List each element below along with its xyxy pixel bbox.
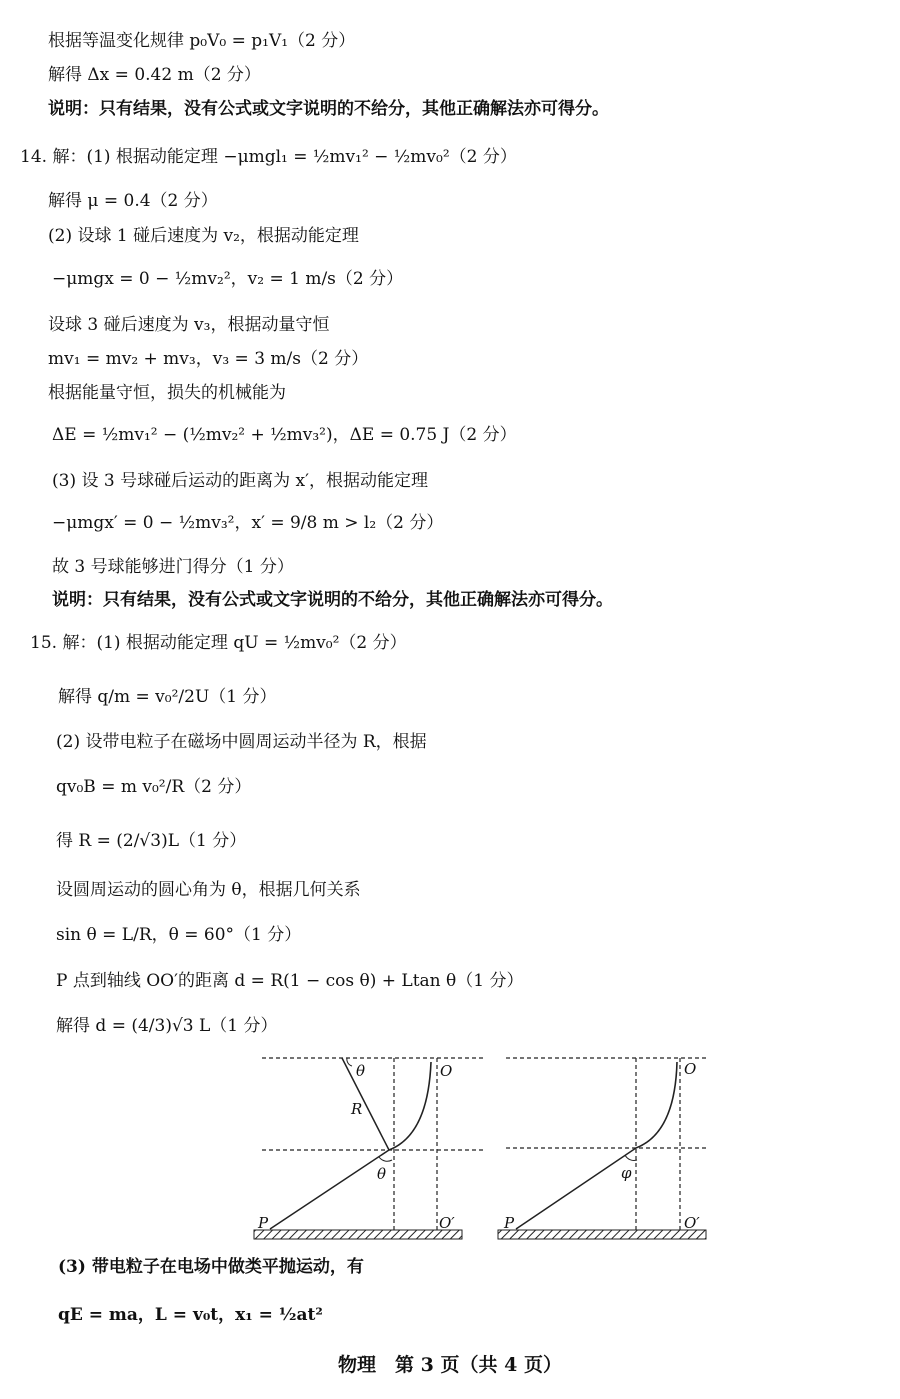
label-o-prime-left: O′	[439, 1214, 455, 1232]
line-q14-part3: (3) 设 3 号球碰后运动的距离为 x′，根据动能定理	[52, 471, 428, 491]
line-ball3-scores: 故 3 号球能够进门得分（1 分）	[52, 557, 294, 577]
line-delta-x-result: 解得 Δx = 0.42 m（2 分）	[48, 65, 261, 85]
page-footer: 物理 第 3 页（共 4 页）	[338, 1354, 562, 1376]
line-q-over-m: 解得 q/m = v₀²/2U（1 分）	[58, 687, 277, 707]
label-radius: R	[351, 1100, 363, 1118]
line-lorentz-equation: qv₀B = m v₀²/R（2 分）	[56, 777, 252, 797]
line-v3-equation: mv₁ = mv₂ + mv₃，v₃ = 3 m/s（2 分）	[48, 349, 369, 369]
line-class-projectile: qE = ma，L = v₀t，x₁ = ½at²	[58, 1305, 323, 1325]
line-q15-part1: 15. 解：(1) 根据动能定理 qU = ½mv₀²（2 分）	[30, 633, 407, 653]
label-o-left: O	[440, 1062, 453, 1080]
left-figure	[254, 1058, 486, 1239]
line-delta-e-equation: ΔE = ½mv₁² − (½mv₂² + ½mv₃²)，ΔE = 0.75 J（2 分）	[52, 425, 517, 445]
line-radius-result: 得 R = (2/√3)L（1 分）	[56, 831, 247, 851]
line-distance-d: P 点到轴线 OO′的距离 d = R(1 − cos θ) + Ltan θ（1 分）	[56, 971, 524, 991]
line-v2-equation: −μmgx = 0 − ½mv₂²，v₂ = 1 m/s（2 分）	[52, 269, 404, 289]
label-o-prime-right: O′	[684, 1214, 700, 1232]
label-theta-mid: θ	[377, 1165, 387, 1183]
line-d-result: 解得 d = (4/3)√3 L（1 分）	[56, 1016, 278, 1036]
label-o-right: O	[684, 1060, 697, 1078]
line-note-14: 说明：只有结果，没有公式或文字说明的不给分，其他正确解法亦可得分。	[52, 590, 613, 610]
line-note-13: 说明：只有结果，没有公式或文字说明的不给分，其他正确解法亦可得分。	[48, 99, 609, 119]
line-energy-loss: 根据能量守恒，损失的机械能为	[48, 383, 286, 403]
label-phi: φ	[621, 1164, 632, 1182]
line-mu-result: 解得 μ = 0.4（2 分）	[48, 191, 218, 211]
line-q15-part2: (2) 设带电粒子在磁场中圆周运动半径为 R，根据	[56, 732, 427, 752]
label-p-right: P	[504, 1214, 515, 1232]
line-q14-part2: (2) 设球 1 碰后速度为 v₂，根据动能定理	[48, 226, 359, 246]
right-figure	[498, 1058, 708, 1239]
line-x-prime-equation: −μmgx′ = 0 − ½mv₃²，x′ = 9/8 m > l₂（2 分）	[52, 513, 444, 533]
label-theta-top: θ	[356, 1062, 366, 1080]
line-sin-theta: sin θ = L/R，θ = 60°（1 分）	[56, 925, 302, 945]
line-q14-part1: 14. 解：(1) 根据动能定理 −μmgl₁ = ½mv₁² − ½mv₀²（2 分）	[20, 147, 517, 167]
label-p-left: P	[258, 1214, 269, 1232]
line-central-angle: 设圆周运动的圆心角为 θ，根据几何关系	[56, 880, 361, 900]
line-momentum: 设球 3 碰后速度为 v₃，根据动量守恒	[48, 315, 330, 335]
line-q15-part3: (3) 带电粒子在电场中做类平抛运动，有	[58, 1257, 364, 1277]
line-isothermal-law: 根据等温变化规律 p₀V₀ = p₁V₁（2 分）	[48, 31, 356, 51]
